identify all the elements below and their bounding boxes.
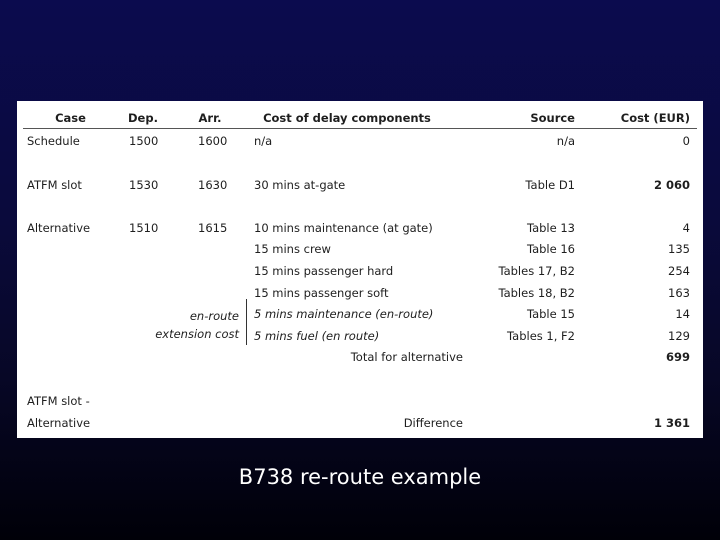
row-source: Tables 1, F2	[507, 329, 575, 343]
row-case: Alternative	[27, 221, 91, 235]
total-value: 699	[665, 350, 690, 364]
extension-cost-label: extension cost	[155, 327, 239, 341]
row-component: 15 mins passenger hard	[254, 264, 394, 278]
row-cost: 0	[682, 134, 690, 148]
row-source: Table D1	[525, 178, 575, 192]
row-source: Tables 17, B2	[498, 264, 575, 278]
row-component: 15 mins passenger soft	[254, 286, 389, 300]
row-dep: 1510	[129, 221, 159, 235]
header-cost: Cost (EUR)	[620, 111, 690, 125]
row-case: Schedule	[27, 134, 80, 148]
row-dep: 1500	[129, 134, 159, 148]
header-components: Cost of delay components	[263, 111, 431, 125]
row-source: Tables 18, B2	[498, 286, 575, 300]
header-dep: Dep.	[128, 111, 158, 125]
row-cost: 14	[675, 307, 690, 321]
row-source: Table 15	[526, 307, 575, 321]
row-cost: 129	[668, 329, 690, 343]
header-case: Case	[55, 111, 86, 125]
slide-caption: B738 re-route example	[238, 465, 482, 489]
header-source: Source	[530, 111, 575, 125]
difference-value: 1 361	[653, 416, 690, 430]
row-component: 5 mins maintenance (en-route)	[254, 307, 434, 321]
row-dep: 1530	[129, 178, 159, 192]
row-arr: 1630	[198, 178, 228, 192]
atfm-minus-label: ATFM slot -	[27, 394, 90, 408]
row-arr: 1600	[198, 134, 228, 148]
row-cost: 254	[668, 264, 690, 278]
row-source: Table 16	[526, 242, 575, 256]
enroute-label: en-route	[189, 309, 239, 323]
row-component: n/a	[254, 134, 273, 148]
row-cost: 135	[668, 242, 690, 256]
row-source: n/a	[556, 134, 575, 148]
row-component: 5 mins fuel (en route)	[254, 329, 380, 343]
row-component: 30 mins at-gate	[254, 178, 346, 192]
row-source: Table 13	[526, 221, 575, 235]
alternative-label: Alternative	[27, 416, 91, 430]
header-divider	[23, 128, 697, 129]
row-component: 10 mins maintenance (at gate)	[254, 221, 433, 235]
row-cost: 2 060	[653, 178, 690, 192]
row-arr: 1615	[198, 221, 228, 235]
header-arr: Arr.	[198, 111, 222, 125]
row-case: ATFM slot	[27, 178, 82, 192]
difference-label: Difference	[403, 416, 463, 430]
row-cost: 4	[682, 221, 690, 235]
enroute-bracket-line	[246, 299, 247, 345]
row-cost: 163	[668, 286, 690, 300]
cost-table	[17, 101, 703, 438]
row-component: 15 mins crew	[254, 242, 331, 256]
total-label: Total for alternative	[350, 350, 463, 364]
